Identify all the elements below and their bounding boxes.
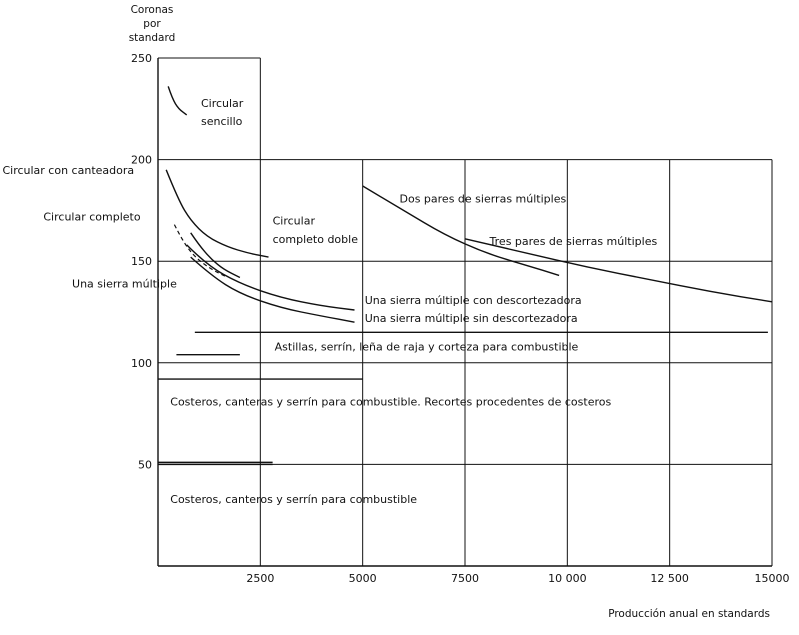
y-tick-label-150: 150 (131, 255, 152, 269)
series-line-circular-sencillo (168, 86, 187, 115)
annotation-label-4: Circular completo (43, 210, 141, 224)
x-tick-label-12500: 12 500 (650, 572, 689, 585)
series-line-circular-con-canteadora (166, 170, 268, 257)
x-axis-title: Producción anual en standards (608, 608, 770, 620)
annotation-label-9: Una sierra múltiple sin descortezadora (364, 312, 578, 326)
annotation-label-10: Dos pares de sierras múltiples (399, 192, 567, 206)
y-axis-title-line-3: standard (128, 32, 176, 44)
y-tick-label-200: 200 (131, 153, 152, 167)
annotation-label-14: Costeros, canteros y serrín para combustible (170, 493, 418, 507)
y-tick-label-100: 100 (131, 356, 152, 370)
x-tick-label-7500: 7500 (451, 572, 479, 585)
annotation-label-6: completo doble (272, 232, 358, 246)
annotation-label-3: Circular con canteadora (2, 163, 135, 177)
series-line-circular-completo (174, 225, 227, 278)
annotation-label-8: Una sierra múltiple con descortezadora (364, 293, 582, 307)
annotation-label-11: Tres pares de sierras múltiples (489, 234, 658, 248)
x-tick-label-2500: 2500 (246, 572, 275, 585)
y-axis-title-line-1: Coronas (130, 4, 174, 16)
series-line-una-sierra-multiple-sin-descortezadora (191, 257, 355, 322)
annotation-label-1: Circular (200, 96, 244, 110)
x-tick-label-10000: 10 000 (548, 572, 587, 585)
annotations (2, 97, 657, 506)
y-tick-label-250: 250 (131, 52, 152, 65)
annotation-label-12: Astillas, serrín, leña de raja y corteza para combustible (274, 340, 579, 354)
series-line-una-sierra-multiple-con-descortezadora (187, 245, 355, 310)
annotation-label-7: Una sierra múltiple (72, 277, 177, 291)
y-axis-title-line-2: por (143, 18, 161, 30)
x-tick-label-15000: 15000 (754, 572, 790, 585)
annotation-label-2: sencillo (200, 115, 243, 129)
series-line-tres-pares-de-sierras-multiples (465, 239, 772, 302)
y-tick-label-50: 50 (138, 458, 152, 472)
annotation-label-13: Costeros, canteras y serrín para combustible. Recortes procedentes de costeros (170, 395, 612, 409)
annotation-label-5: Circular (272, 214, 315, 228)
x-tick-label-5000: 5000 (348, 572, 377, 585)
